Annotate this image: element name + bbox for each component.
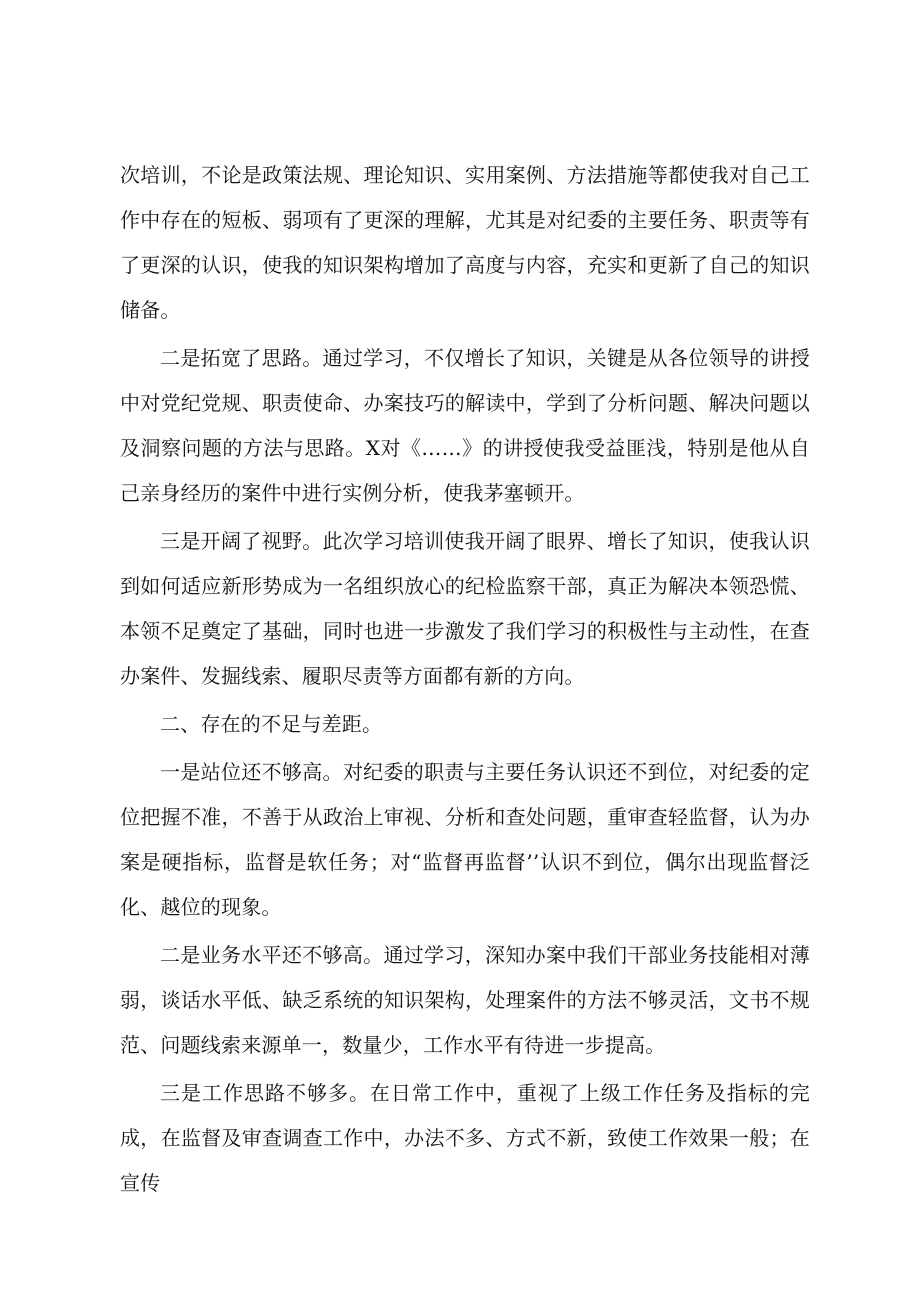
paragraph-work-ideas: 三是工作思路不够多。在日常工作中，重视了上级工作任务及指标的完成，在监督及审查调查工作中，办法不多、方式不新，致使工作效果一般；在宣传 <box>120 1081 810 1195</box>
section-heading-shortcomings: 二、存在的不足与差距。 <box>160 712 383 736</box>
paragraph-training-continued: 次培训，不论是政策法规、理论知识、实用案例、方法措施等都使我对自己工作中存在的短板、弱项有了更深的理解，尤其是对纪委的主要任务、职责等有了更深的认识，使我的知识架构增加了高度与内容，充实和更新了自己的知识储备。 <box>120 163 810 322</box>
document-body <box>120 153 810 1206</box>
paragraph-business-level: 二是业务水平还不够高。通过学习，深知办案中我们干部业务技能相对薄弱，谈话水平低、缺乏系统的知识架构，处理案件的方法不够灵活，文书不规范、问题线索来源单一，数量少，工作水平有待进一步提高。 <box>120 943 810 1057</box>
paragraph-broadened-thinking: 二是拓宽了思路。通过学习，不仅增长了知识，关键是从各位领导的讲授中对党纪党规、职责使命、办案技巧的解读中，学到了分析问题、解决问题以及洞察问题的方法与思路。X对《……》的讲授使我受益匪浅，特别是他从自己亲身经历的案件中进行实例分析，使我茅塞顿开。 <box>120 346 810 505</box>
paragraph-broadened-horizon: 三是开阔了视野。此次学习培训使我开阔了眼界、增长了知识，使我认识到如何适应新形势成为一名组织放心的纪检监察干部，真正为解决本领恐慌、本领不足奠定了基础，同时也进一步激发了我们学习的积极性与主动性，在查办案件、发掘线索、履职尽责等方面都有新的方向。 <box>120 529 810 688</box>
paragraph-position-not-high: 一是站位还不够高。对纪委的职责与主要任务认识还不到位，对纪委的定位把握不准，不善于从政治上审视、分析和查处问题，重审查轻监督，认为办案是硬指标，监督是软任务；对“监督再监督’’认识不到位，偶尔出现监督泛化、越位的现象。 <box>120 760 810 919</box>
